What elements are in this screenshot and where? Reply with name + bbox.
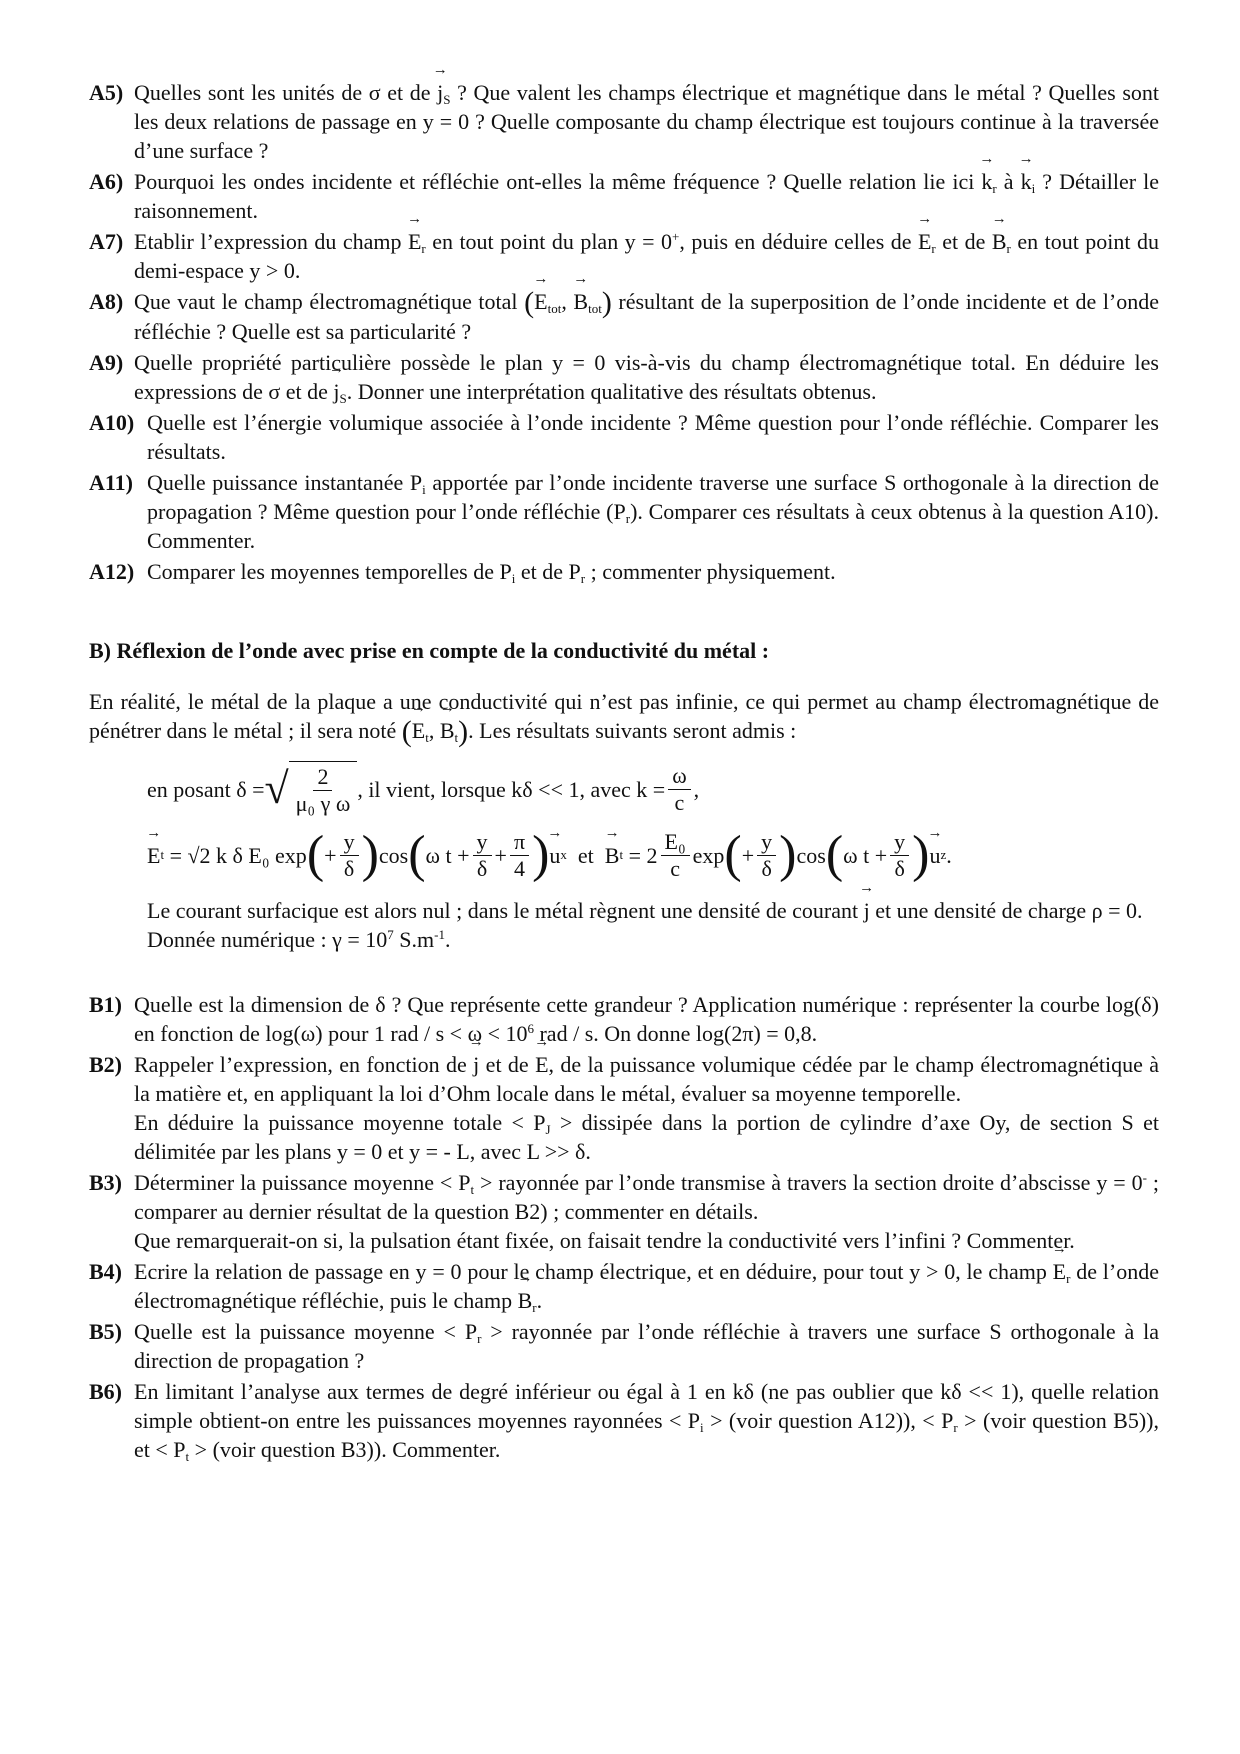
question-a8: A8) Que vaut le champ électromagnétique total (→ $E_{tot}$, → $B_{tot}$) résultant de la superposition de l’onde incidente et de l’onde réfléchie ? Quelle est sa particularité ? <box>89 287 1159 346</box>
et-vector: → E <box>412 716 425 745</box>
question-label: A9) <box>89 350 124 375</box>
question-label: B6) <box>89 1379 122 1404</box>
numeric-data: Donnée numérique : $\gamma = 10^7$ $S.m^{-1}$. <box>147 927 451 952</box>
btot-vector: → B <box>573 287 588 316</box>
question-label: A12) <box>89 559 135 584</box>
question-label: A7) <box>89 229 124 254</box>
question-a11: A11) Quelle puissance instantanée $P_i$ apportée par l’onde incidente traverse une surface S orthogonale à la direction de propagation ? Même question pour l’onde réfléchie $(P_r)$. Comparer ces résultats à ceux obtenus à la question A10). Commenter. <box>89 470 1160 553</box>
br-vector: → B <box>518 1286 533 1315</box>
question-a9: A9) Quelle propriété particulière possède le plan y = 0 vis-à-vis du champ électromagnétique total. En déduire les expressions de σ et de → $j_S$. Donner une interprétation qualitative des résultats obtenus. <box>89 348 1159 406</box>
er-vector: → E <box>918 227 931 256</box>
js-vector: → j <box>333 377 339 406</box>
question-label: A11) <box>89 470 133 495</box>
question-label: B3) <box>89 1170 122 1195</box>
field-expressions: → E t = √2 k δ E₀ exp ( + $\frac{y}{\delta}$ ) cos ( ω t + $\frac{y}{\delta}$ + $\frac{\pi}{4}$ ) → u x et → B t = 2 $\frac{\text{E₀}}{c}$ exp ( + $\frac{y}{\delta}$ ) cos ( ω t + $\frac{y}{\delta}$ ) → u z . <box>147 824 1159 886</box>
ux-vector: → u <box>549 841 560 870</box>
page <box>89 78 1159 1466</box>
question-a12: A12) Comparer les moyennes temporelles de $P_i$ et de $P_r$ ; commenter physiquement. <box>89 559 836 586</box>
question-label: A8) <box>89 289 124 314</box>
question-label: B1) <box>89 992 122 1017</box>
question-a5: A5) Quelles sont les unités de σ et de → $j_S$ ? Que valent les champs électrique et magnétique dans le métal ? Quelles sont les deux relations de passage en y = 0 ? Quelle composante du champ électrique est toujours continue à la traversée d’une surface ? <box>89 78 1159 165</box>
ki-vector: → k <box>1021 167 1032 196</box>
question-label: A10) <box>89 410 135 435</box>
question-label: A5) <box>89 80 124 105</box>
kr-vector: → k <box>981 167 992 196</box>
question-label: B2) <box>89 1052 122 1077</box>
section-b-intro: En réalité, le métal de la plaque a une conductivité qui n’est pas infinie, ce qui permet au champ électromagnétique de pénétrer dans le métal ; il sera noté (→ $E_t$, → $B_t$). Les résultats suivants seront admis : <box>89 687 1159 746</box>
js-vector: → j <box>437 78 443 107</box>
question-label: B4) <box>89 1259 122 1284</box>
section-b-title: B) Réflexion de l’onde avec prise en compte de la conductivité du métal : <box>89 638 770 663</box>
et-vector: → E <box>147 841 160 870</box>
question-a6: A6) Pourquoi les ondes incidente et réfléchie ont-elles la même fréquence ? Quelle relation lie ici → $k_r$ à → $k_i$ ? Détailler le raisonnement. <box>89 167 1159 225</box>
question-label: B5) <box>89 1319 122 1344</box>
e-vector: → E <box>535 1050 548 1079</box>
question-a10: A10) Quelle est l’énergie volumique associée à l’onde incidente ? Même question pour l’onde réfléchie. Comparer les résultats. <box>89 410 1159 464</box>
j-vector: → j <box>864 896 870 925</box>
question-b4: B4) Ecrire la relation de passage en y = 0 pour le champ électrique, et en déduire, pour tout y > 0, le champ → $E_r$ de l’onde électromagnétique réfléchie, puis le champ → $B_r$. <box>89 1257 1159 1315</box>
uz-vector: → u <box>929 841 940 870</box>
j-vector: → j <box>473 1050 479 1079</box>
question-label: A6) <box>89 169 124 194</box>
er-vector: → E <box>1053 1257 1066 1286</box>
question-b6: B6) En limitant l’analyse aux termes de degré inférieur ou égal à 1 en kδ (ne pas oublier que kδ << 1), quelle relation simple obtient-on entre les puissances moyennes rayonnées < $P_i$ > (voir question A12)), < $P_r$ > (voir question B5)), et < $P_t$ > (voir question B3)). Commenter. <box>89 1379 1159 1464</box>
question-b2: B2) Rappeler l’expression, en fonction de → j et de → E, de la puissance volumique cédée par le champ électromagnétique à la matière et, en appliquant la loi d’Ohm locale dans le métal, évaluer sa moyenne temporelle. En déduire la puissance moyenne totale < $P_J$ > dissipée dans la portion de cylindre d’axe Oy, de section S et délimitée par les plans y = 0 et y = - L, avec L >> δ. <box>89 1050 1159 1166</box>
question-b1: B1) Quelle est la dimension de δ ? Que représente cette grandeur ? Application numérique : représenter la courbe log(δ) en fonction de log(ω) pour 1 rad / $s < \omega < 10^6$ rad / s. On donne log(2π) = 0,8. <box>89 992 1159 1046</box>
br-vector: → B <box>992 227 1007 256</box>
question-b3: B3) Déterminer la puissance moyenne < $P_t$ > rayonnée par l’onde transmise à travers la section droite d’abscisse y = 0- ; comparer au dernier résultat de la question B2) ; commenter en détails. Que remarquerait-on si, la pulsation étant fixée, on faisait tendre la conductivité vers l’infini ? Commenter. <box>89 1170 1159 1253</box>
formula-block <box>89 758 1159 954</box>
k-fraction: $\frac{\omega}{c}$ <box>668 763 690 816</box>
question-b5: B5) Quelle est la puissance moyenne < $P_r$ > rayonnée par l’onde réfléchie à travers une surface S orthogonale à la direction de propagation ? <box>89 1319 1159 1373</box>
delta-definition: en posant δ = √ $\frac{2}{\text{μ₀ γ ω}}$ , il vient, lorsque kδ << 1, avec k = $\frac{\omega}{c}$ , <box>147 762 700 816</box>
bt-vector: → B <box>440 716 455 745</box>
sqrt: √ $\frac{2}{\text{μ₀ γ ω}}$ <box>264 761 357 817</box>
etot-vector: → E <box>534 287 547 316</box>
question-a7: A7) Etablir l’expression du champ → $E_r$ en tout point du plan y = 0+, puis en déduire celles de → $E_r$ et de → $B_r$ en tout point du demi-espace y > 0. <box>89 227 1159 285</box>
er-vector: → E <box>408 227 421 256</box>
bt-vector: → B <box>605 841 620 870</box>
surface-current-note: Le courant surfacique est alors nul ; dans le métal règnent une densité de courant → j et une densité de charge ρ = 0. <box>147 896 1159 925</box>
